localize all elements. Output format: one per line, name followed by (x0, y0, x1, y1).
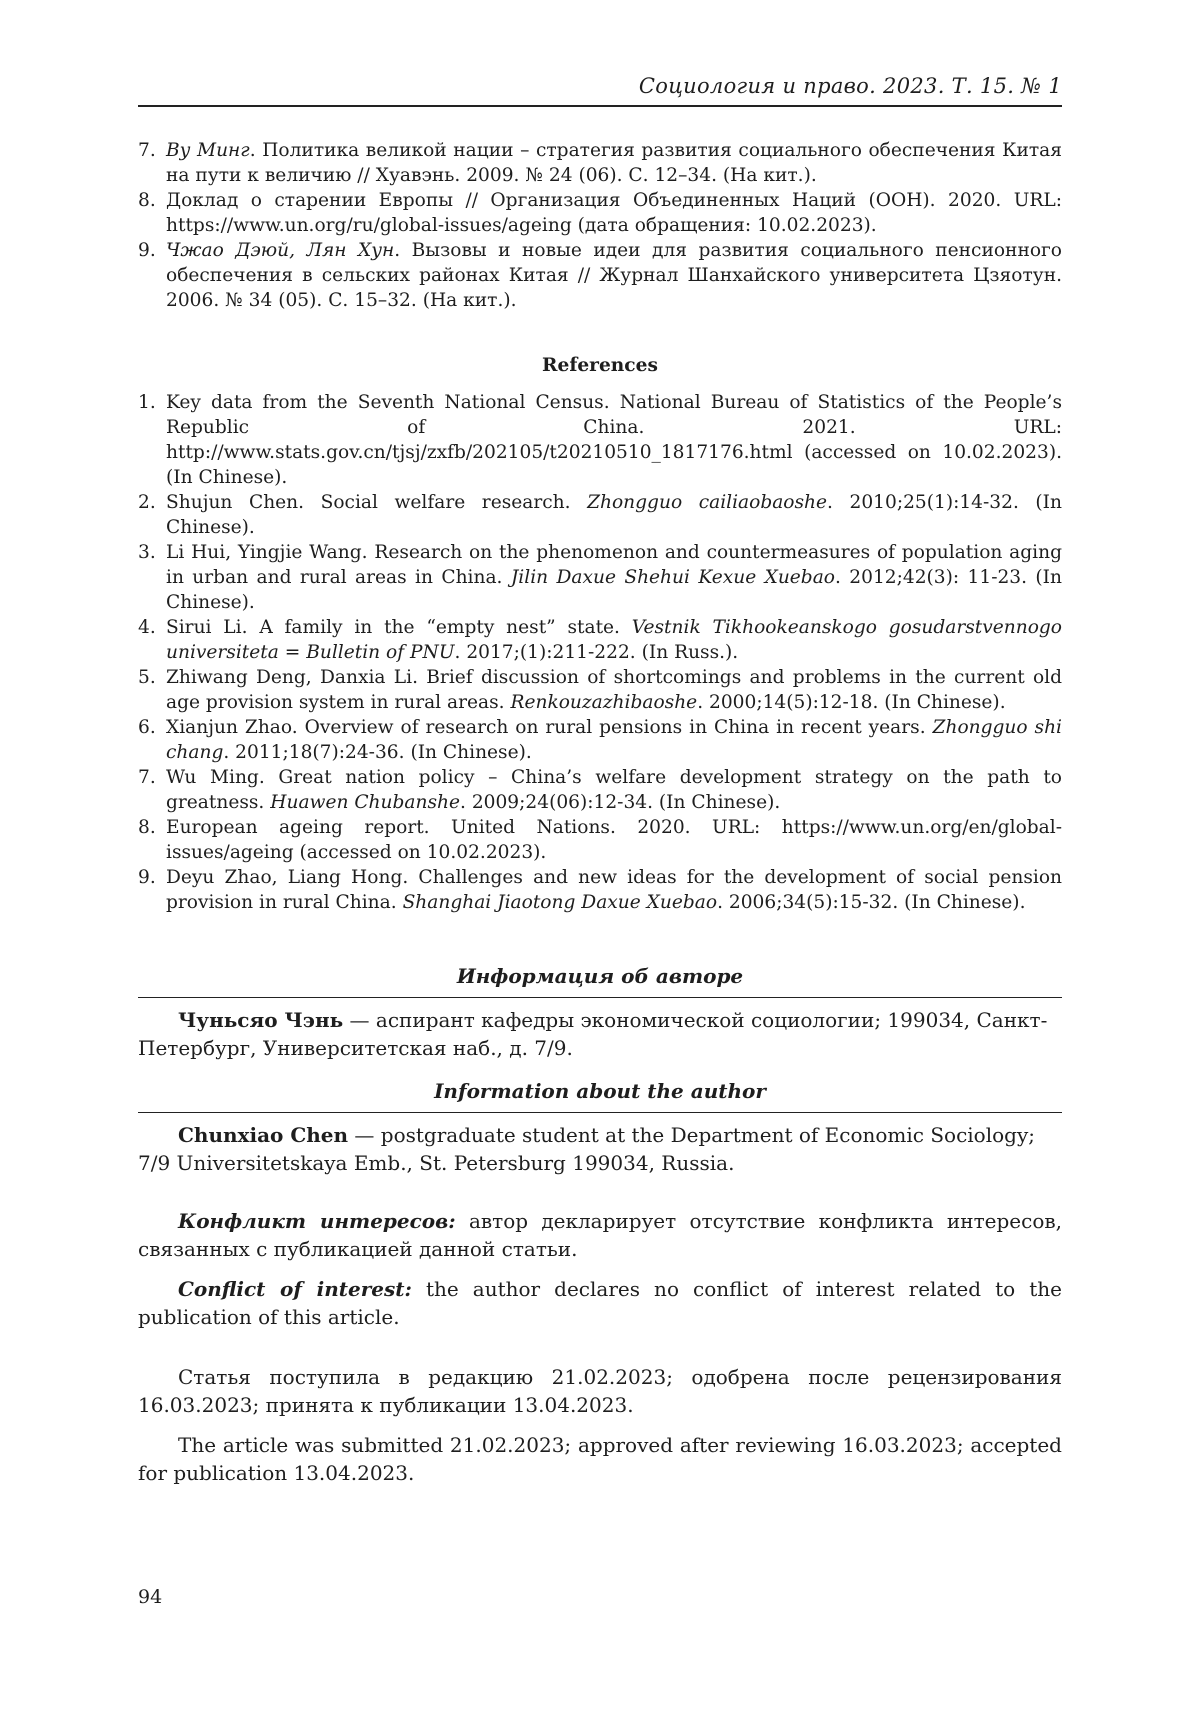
journal-title: Zhongguo shi chang (166, 717, 1062, 763)
ref-text: . Вызовы и новые идеи для развития социального пенсионного обеспечения в сельских районах Китая // Журнал Шанхайского университета Цзяотун. 2006. № 34 (05). С. 15–32. (На кит.). (166, 240, 1062, 311)
list-item: 9. Чжао Дэюй, Лян Хун. Вызовы и новые идеи для развития социального пенсионного обеспечения в сельских районах Китая // Журнал Шанхайского университета Цзяотун. 2006. № 34 (05). С. 15–32. (На кит.). (138, 238, 1062, 313)
list-item: 5. Zhiwang Deng, Danxia Li. Brief discussion of shortcomings and problems in the current old age provision system in rural areas. Renkouzazhibaoshe. 2000;14(5):12-18. (In Chinese). (138, 665, 1062, 715)
list-item: 8. Доклад о старении Европы // Организация Объединенных Наций (ООН). 2020. URL: https://www.un.org/ru/global-issues/ageing (дата обращения: 10.02.2023). (138, 188, 1062, 238)
author-info-en-heading: Information about the author (138, 1078, 1062, 1104)
list-item: 7. Ву Минг. Политика великой нации – стратегия развития социального обеспечения Китая на пути к величию // Хуавэнь. 2009. № 24 (06). С. 12–34. (На кит.). (138, 138, 1062, 188)
references-heading: References (138, 353, 1062, 378)
page-number: 94 (138, 1586, 162, 1608)
ref-author: Чжао Дэюй, Лян Хун (166, 240, 394, 261)
journal-title: Vestnik Tikhookeanskogo gosudarstvennogo universiteta = Bulletin of PNU (166, 617, 1062, 663)
page-content (138, 138, 1062, 1487)
list-item: 8. European ageing report. United Nations. 2020. URL: https://www.un.org/en/global-issues/ageing (accessed on 10.02.2023). (138, 815, 1062, 865)
section-rule (138, 1112, 1062, 1113)
conflict-of-interest-ru: Конфликт интересов: автор декларирует отсутствие конфликта интересов, связанных с публикацией данной статьи. (138, 1207, 1062, 1263)
author-info-ru-heading: Информация об авторе (138, 963, 1062, 989)
references-list (138, 390, 1062, 915)
running-title: Социология и право. 2023. Т. 15. № 1 (138, 74, 1062, 98)
conflict-of-interest-en: Conflict of interest: the author declares no conflict of interest related to the publication of this article. (138, 1275, 1062, 1331)
journal-title: Shanghai Jiaotong Daxue Xuebao (403, 892, 718, 913)
list-item: 2. Shujun Chen. Social welfare research. Zhongguo cailiaobaoshe. 2010;25(1):14-32. (In Chinese). (138, 490, 1062, 540)
journal-title: Jilin Daxue Shehui Kexue Xuebao (511, 567, 835, 588)
article-dates-ru: Статья поступила в редакцию 21.02.2023; одобрена после рецензирования 16.03.2023; принята к публикации 13.04.2023. (138, 1363, 1062, 1419)
list-item: 1. Key data from the Seventh National Census. National Bureau of Statistics of the People’s Republic of China. 2021. URL: http://www.stats.gov.cn/tjsj/zxfb/202105/t20210510_1817176.html (accessed on 10.02.2023). (In Chinese). (138, 390, 1062, 490)
author-info-en: Chunxiao Chen — postgraduate student at the Department of Economic Sociology; 7/9 Universitetskaya Emb., St. Petersburg 199034, Russia. (138, 1121, 1062, 1177)
journal-title: Renkouzazhibaoshe (510, 692, 697, 713)
list-item: 3. Li Hui, Yingjie Wang. Research on the phenomenon and countermeasures of population aging in urban and rural areas in China. Jilin Daxue Shehui Kexue Xuebao. 2012;42(3): 11-23. (In Chinese). (138, 540, 1062, 615)
journal-title: Huawen Chubanshe (270, 792, 460, 813)
list-item: 6. Xianjun Zhao. Overview of research on rural pensions in China in recent years. Zhongguo shi chang. 2011;18(7):24-36. (In Chinese). (138, 715, 1062, 765)
list-item: 4. Sirui Li. A family in the “empty nest” state. Vestnik Tikhookeanskogo gosudarstvennogo universiteta = Bulletin of PNU. 2017;(1):211-222. (In Russ.). (138, 615, 1062, 665)
author-name: Чуньсяо Чэнь (178, 1008, 343, 1032)
header-rule (138, 105, 1062, 107)
journal-page (0, 0, 1200, 1721)
section-rule (138, 997, 1062, 998)
article-dates-en: The article was submitted 21.02.2023; approved after reviewing 16.03.2023; accepted for publication 13.04.2023. (138, 1431, 1062, 1487)
author-name: Chunxiao Chen (178, 1123, 348, 1147)
list-item: 7. Wu Ming. Great nation policy – China’s welfare development strategy on the path to greatness. Huawen Chubanshe. 2009;24(06):12-34. (In Chinese). (138, 765, 1062, 815)
author-info-ru: Чуньсяо Чэнь — аспирант кафедры экономической социологии; 199034, Санкт-Петербург, Университетская наб., д. 7/9. (138, 1006, 1062, 1062)
ref-author: Ву Минг (166, 140, 250, 161)
russian-reference-list (138, 138, 1062, 313)
journal-title: Zhongguo cailiaobaoshe (587, 492, 827, 513)
ref-text: . Политика великой нации – стратегия развития социального обеспечения Китая на пути к величию // Хуавэнь. 2009. № 24 (06). С. 12–34. (На кит.). (166, 140, 1062, 186)
ref-text: Доклад о старении Европы // Организация Объединенных Наций (ООН). 2020. URL: https://www.un.org/ru/global-issues/ageing (дата обращения: 10.02.2023). (166, 190, 1062, 236)
list-item: 9. Deyu Zhao, Liang Hong. Challenges and new ideas for the development of social pension provision in rural China. Shanghai Jiaotong Daxue Xuebao. 2006;34(5):15-32. (In Chinese). (138, 865, 1062, 915)
